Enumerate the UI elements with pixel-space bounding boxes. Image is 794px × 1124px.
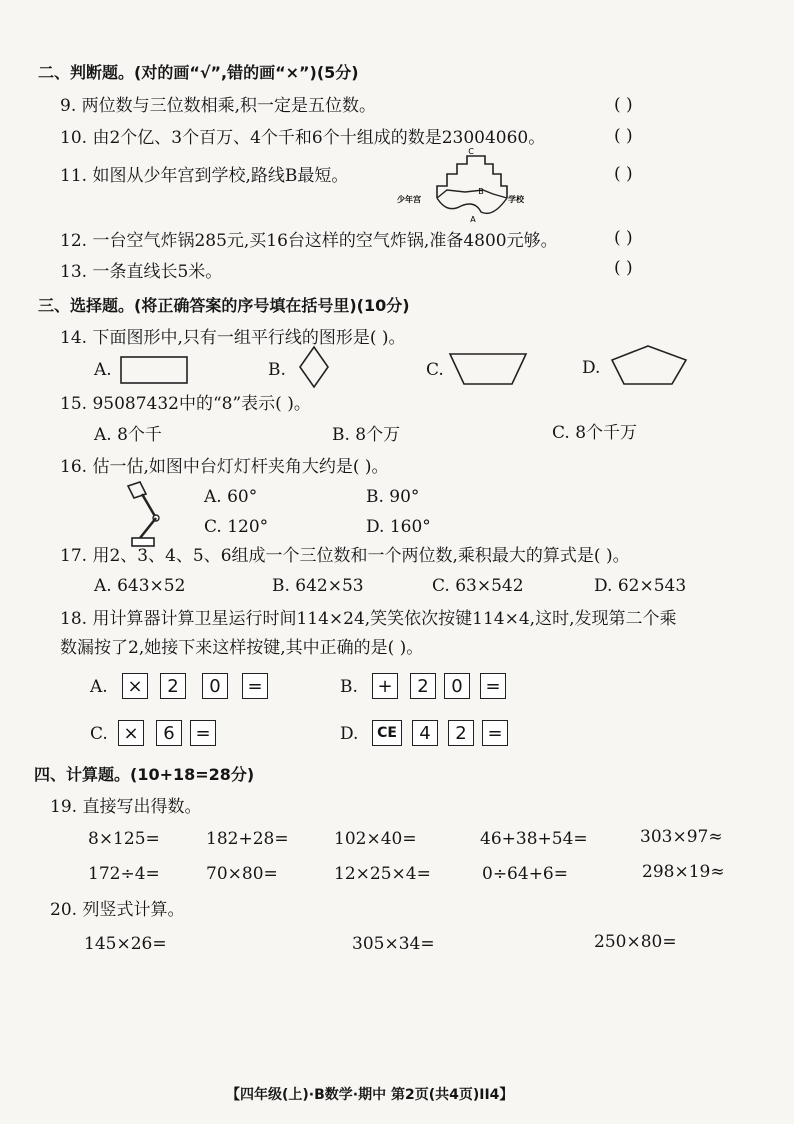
question-10: 10. 由2个亿、3个百万、4个千和6个十组成的数是23004060。 xyxy=(60,128,546,148)
section-title-judgement: 二、判断题。(对的画“√”,错的画“×”)(5分) xyxy=(38,63,359,82)
question-18-line2: 数漏按了2,她接下来这样按键,其中正确的是( )。 xyxy=(60,638,424,658)
mental-math-item[interactable]: 8×125= xyxy=(88,829,160,849)
key-0: 0 xyxy=(444,673,470,699)
route-end-label: 学校 xyxy=(508,195,524,204)
q18-option-a[interactable]: A. xyxy=(90,677,108,697)
key-2: 2 xyxy=(448,720,474,746)
q14-option-d[interactable]: D. xyxy=(582,358,601,378)
trapezoid-shape xyxy=(448,352,530,388)
answer-paren-11[interactable]: ( ) xyxy=(614,164,633,184)
q14-option-a[interactable]: A. xyxy=(94,360,112,380)
key-2: 2 xyxy=(410,673,436,699)
mental-math-item[interactable]: 46+38+54= xyxy=(480,829,588,849)
answer-paren-12[interactable]: ( ) xyxy=(614,228,633,248)
q17-option-c[interactable]: C. 63×542 xyxy=(432,576,524,596)
q18-option-d[interactable]: D. xyxy=(340,724,359,744)
q18-option-b[interactable]: B. xyxy=(340,677,358,697)
desk-lamp-icon xyxy=(122,480,172,548)
question-12: 12. 一台空气炸锅285元,买16台这样的空气炸锅,准备4800元够。 xyxy=(60,231,558,251)
vertical-calc-item[interactable]: 305×34= xyxy=(352,934,435,954)
question-20: 20. 列竖式计算。 xyxy=(50,900,185,920)
route-label-b: B xyxy=(478,187,484,196)
mental-math-item[interactable]: 70×80= xyxy=(206,864,278,884)
key-multiply: × xyxy=(118,720,144,746)
key-0: 0 xyxy=(202,673,228,699)
key-plus: + xyxy=(372,673,398,699)
route-label-a: A xyxy=(470,215,476,224)
mental-math-item[interactable]: 102×40= xyxy=(334,829,417,849)
question-11: 11. 如图从少年宫到学校,路线B最短。 xyxy=(60,166,349,186)
q16-option-d[interactable]: D. 160° xyxy=(366,517,431,537)
answer-paren-10[interactable]: ( ) xyxy=(614,126,633,146)
mental-math-item[interactable]: 12×25×4= xyxy=(334,864,431,884)
mental-math-item[interactable]: 172÷4= xyxy=(88,864,160,884)
answer-paren-9[interactable]: ( ) xyxy=(614,95,633,115)
key-6: 6 xyxy=(156,720,182,746)
key-equals: = xyxy=(242,673,268,699)
key-equals: = xyxy=(480,673,506,699)
question-17: 17. 用2、3、4、5、6组成一个三位数和一个两位数,乘积最大的算式是( )。 xyxy=(60,546,630,566)
question-19: 19. 直接写出得数。 xyxy=(50,797,202,817)
rhombus-shape xyxy=(298,345,332,391)
question-13: 13. 一条直线长5米。 xyxy=(60,262,223,282)
mental-math-item[interactable]: 0÷64+6= xyxy=(482,864,568,884)
question-9: 9. 两位数与三位数相乘,积一定是五位数。 xyxy=(60,96,377,116)
mental-math-item[interactable]: 298×19≈ xyxy=(642,862,725,882)
key-multiply: × xyxy=(122,673,148,699)
answer-paren-13[interactable]: ( ) xyxy=(614,258,633,278)
pentagon-shape xyxy=(610,344,690,386)
q17-option-b[interactable]: B. 642×53 xyxy=(272,576,364,596)
rectangle-shape xyxy=(120,356,190,386)
vertical-calc-item[interactable]: 250×80= xyxy=(594,932,677,952)
key-2: 2 xyxy=(160,673,186,699)
question-14: 14. 下面图形中,只有一组平行线的图形是( )。 xyxy=(60,328,406,348)
q15-option-b[interactable]: B. 8个万 xyxy=(332,425,401,445)
page-footer: 【四年级(上)·B数学·期中 第2页(共4页)II4】 xyxy=(226,1087,514,1103)
q17-option-a[interactable]: A. 643×52 xyxy=(94,576,186,596)
question-15: 15. 95087432中的“8”表示( )。 xyxy=(60,394,311,414)
q15-option-a[interactable]: A. 8个千 xyxy=(94,425,162,445)
q14-option-b[interactable]: B. xyxy=(268,360,286,380)
q17-option-d[interactable]: D. 62×543 xyxy=(594,576,687,596)
section-title-calculation: 四、计算题。(10+18=28分) xyxy=(34,765,255,784)
key-equals: = xyxy=(482,720,508,746)
q14-option-c[interactable]: C. xyxy=(426,360,444,380)
key-4: 4 xyxy=(412,720,438,746)
key-ce: CE xyxy=(372,720,402,746)
q16-option-a[interactable]: A. 60° xyxy=(204,487,258,507)
mental-math-item[interactable]: 182+28= xyxy=(206,829,289,849)
q15-option-c[interactable]: C. 8个千万 xyxy=(552,423,638,443)
section-title-choice: 三、选择题。(将正确答案的序号填在括号里)(10分) xyxy=(38,296,410,315)
q16-option-b[interactable]: B. 90° xyxy=(366,487,420,507)
route-label-c: C xyxy=(468,147,474,156)
question-18-line1: 18. 用计算器计算卫星运行时间114×24,笑笑依次按键114×4,这时,发现第二个乘 xyxy=(60,609,677,629)
key-equals: = xyxy=(190,720,216,746)
q18-option-c[interactable]: C. xyxy=(90,724,108,744)
question-16: 16. 估一估,如图中台灯灯杆夹角大约是( )。 xyxy=(60,457,389,477)
q16-option-c[interactable]: C. 120° xyxy=(204,517,269,537)
vertical-calc-item[interactable]: 145×26= xyxy=(84,934,167,954)
route-figure xyxy=(395,146,535,226)
route-start-label: 少年宫 xyxy=(397,195,421,204)
mental-math-item[interactable]: 303×97≈ xyxy=(640,827,723,847)
